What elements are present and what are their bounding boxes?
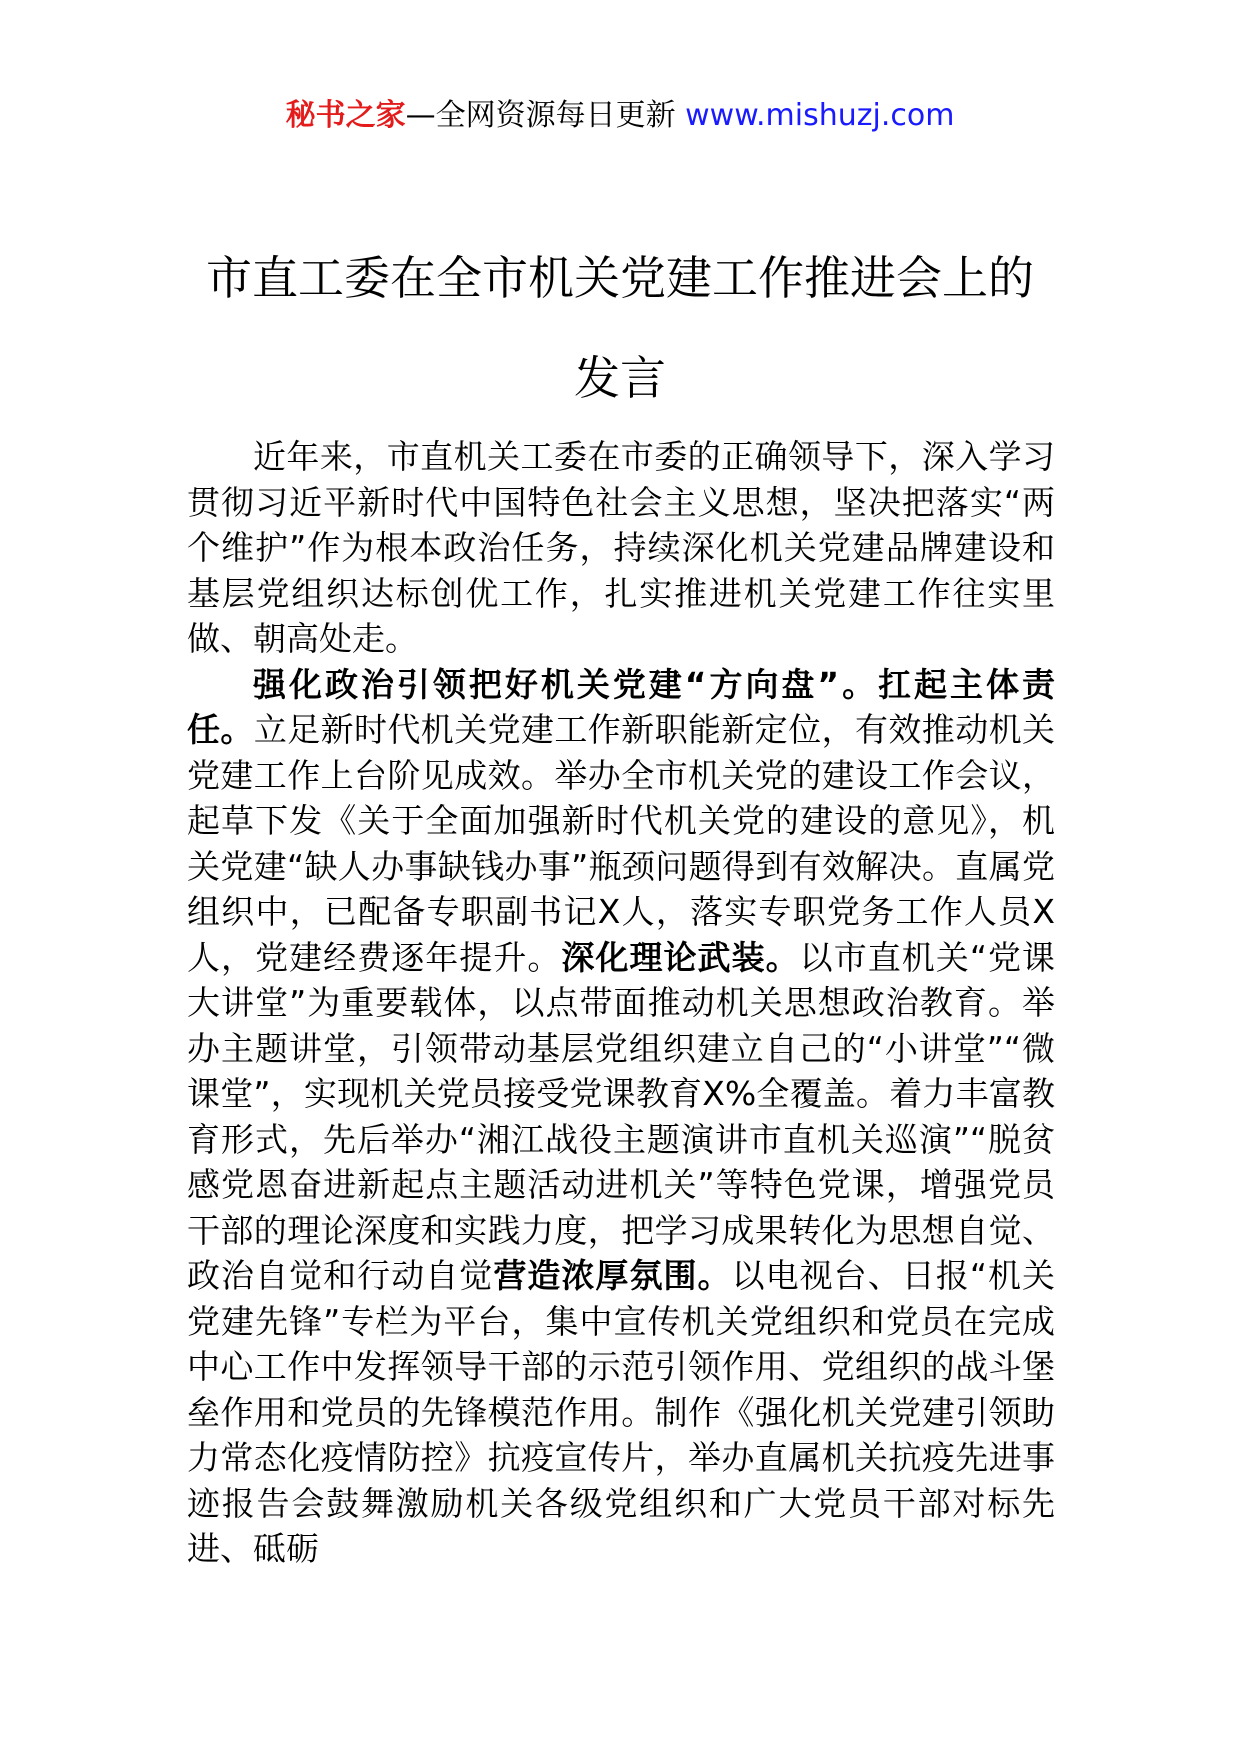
website-link[interactable]: www.mishuzj.com: [685, 98, 955, 133]
section-text-2: 以市直机关“党课大讲堂”为重要载体，以点带面推动机关思想政治教育。举办主题讲堂，引领带动基层党组织建立自己的“小讲堂”“微课堂”，实现机关党员接受党课教育X%全覆盖。着力丰富教育形式，先后举办“湘江战役主题演讲市直机关巡演”“脱贫感党恩奋进新起点主题活动进机关”等特色党课，增强党员干部的理论深度和实践力度，把学习成果转化为思想自觉、政治自觉和行动自觉: [187, 937, 1056, 1295]
document-body: [187, 434, 1055, 1572]
section-paragraph: [187, 662, 1055, 1572]
header-slogan: —全网资源每日更新: [405, 98, 676, 133]
title-line-2: 发言: [574, 351, 666, 405]
subheading-atmosphere: 营造浓厚氛围。: [493, 1256, 732, 1295]
title-line-1: 市直工委在全市机关党建工作推进会上的: [206, 251, 1034, 305]
intro-paragraph: 近年来，市直机关工委在市委的正确领导下，深入学习贯彻习近平新时代中国特色社会主义思想，坚决把落实“两个维护”作为根本政治任务，持续深化机关党建品牌建设和基层党组织达标创优工作，扎实推进机关党建工作往实里做、朝高处走。: [187, 437, 1055, 658]
document-title: [120, 228, 1120, 428]
section-text-3: 以电视台、日报“机关党建先锋”专栏为平台，集中宣传机关党组织和党员在完成中心工作中发挥领导干部的示范引领作用、党组织的战斗堡垒作用和党员的先锋模范作用。制作《强化机关党建引领助力常态化疫情防控》抗疫宣传片，举办直属机关抗疫先进事迹报告会鼓舞激励机关各级党组织和广大党员干部对标先进、砥砺: [187, 1256, 1055, 1568]
section-text-1: 立足新时代机关党建工作新职能新定位，有效推动机关党建工作上台阶见成效。举办全市机关党的建设工作会议，起草下发《关于全面加强新时代机关党的建设的意见》，机关党建“缺人办事缺钱办事”瓶颈问题得到有效解决。直属党组织中，已配备专职副书记X人，落实专职党务工作人员X人，党建经费逐年提升。: [187, 710, 1056, 977]
section-heading: 强化政治引领把好机关党建“方向盘”。扛起主体责任。: [187, 664, 1055, 749]
site-header: [0, 96, 1240, 136]
brand-name: 秘书之家: [285, 98, 406, 133]
subheading-theory: 深化理论武装。: [561, 937, 800, 977]
